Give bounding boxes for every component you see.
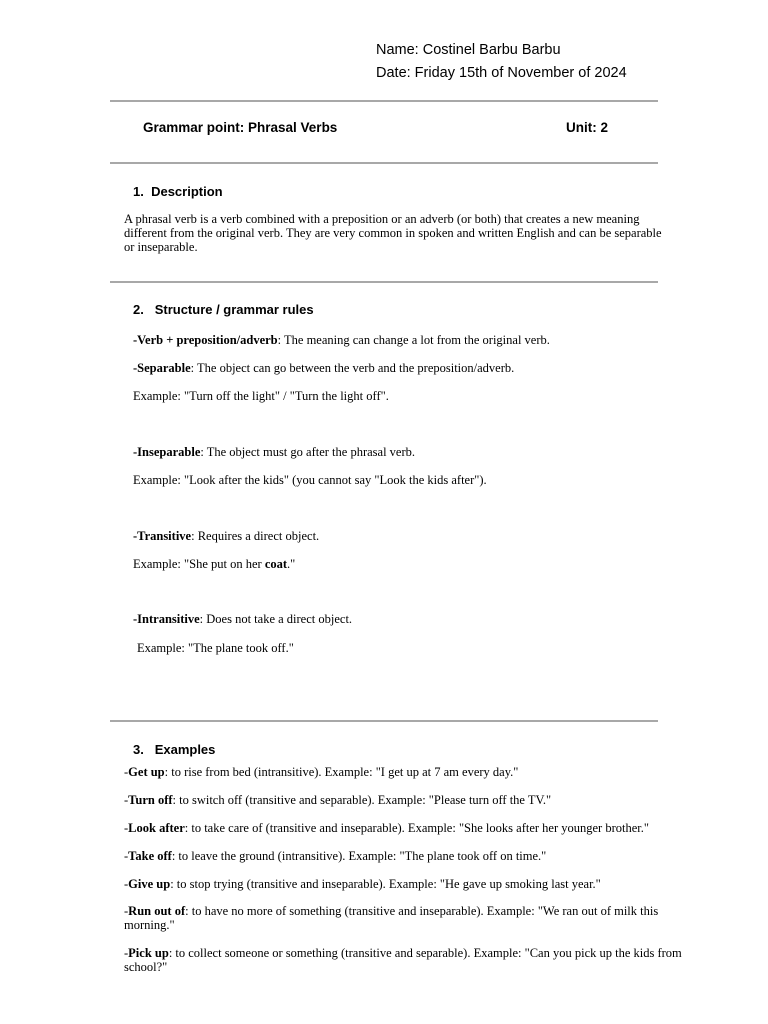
example-bold-word: coat [264, 557, 288, 571]
item-term: Take off [128, 849, 172, 863]
rule-text: : Does not take a direct object. [199, 612, 353, 626]
rule-term: -Intransitive [133, 612, 200, 626]
section-2-heading [133, 302, 314, 317]
section-1-heading [133, 184, 223, 199]
rule-text: : The object must go after the phrasal verb. [200, 445, 416, 459]
item-dash: - [124, 904, 129, 918]
item-term: Pick up [128, 946, 169, 960]
item-text: : to take care of (transitive and inseparable). Example: "She looks after her younger brother." [184, 821, 649, 835]
rule-transitive-example [133, 557, 295, 572]
divider-4 [110, 720, 658, 722]
student-name: Name: Costinel Barbu Barbu [376, 42, 561, 58]
rule-term: -Transitive [133, 529, 192, 543]
item-text: : to collect someone or something (transitive and separable). Example: "Can you pick up the kids from school?" [124, 946, 682, 974]
item-dash: - [124, 946, 129, 960]
section-2-title: Structure / grammar rules [154, 302, 314, 317]
example-item-turn-off [124, 793, 714, 807]
section-3-title: Examples [154, 742, 216, 757]
item-text: : to rise from bed (intransitive). Example: "I get up at 7 am every day." [164, 765, 519, 779]
rule-text: : Requires a direct object. [191, 529, 320, 543]
item-term: Get up [128, 765, 165, 779]
item-text: : to leave the ground (intransitive). Example: "The plane took off on time." [171, 849, 547, 863]
example-text: Example: "She put on her [133, 557, 265, 571]
rule-inseparable [133, 445, 415, 460]
rule-term: -Separable [133, 361, 191, 375]
section-3-heading [133, 742, 215, 757]
example-item-pick-up [124, 946, 714, 974]
rule-separable-example: Example: "Turn off the light" / "Turn the light off". [133, 389, 389, 403]
item-text: : to switch off (transitive and separable). Example: "Please turn off the TV." [172, 793, 552, 807]
item-term: Run out of [128, 904, 186, 918]
example-item-look-after [124, 821, 714, 835]
rule-text: : The meaning can change a lot from the original verb. [277, 333, 550, 347]
item-dash: - [124, 793, 129, 807]
example-item-run-out-of [124, 904, 704, 932]
rule-verb-preposition [133, 333, 550, 348]
section-3-number: 3. [133, 742, 144, 757]
rule-term: -Verb + preposition/adverb [133, 333, 278, 347]
rule-intransitive [133, 612, 352, 627]
item-dash: - [124, 877, 129, 891]
example-item-give-up [124, 877, 714, 891]
divider-2 [110, 162, 658, 164]
example-item-take-off [124, 849, 714, 863]
rule-inseparable-example: Example: "Look after the kids" (you cannot say "Look the kids after"). [133, 473, 487, 487]
grammar-point-title: Grammar point: Phrasal Verbs [143, 120, 338, 135]
divider-1 [110, 100, 658, 102]
item-term: Look after [128, 821, 185, 835]
description-text: A phrasal verb is a verb combined with a preposition or an adverb (or both) that creates a new meaning different from the original verb. They are very common in spoken and written English and can be separable or inseparable. [124, 212, 662, 254]
rule-text: : The object can go between the verb and the preposition/adverb. [190, 361, 515, 375]
example-text: ." [287, 557, 296, 571]
item-term: Give up [128, 877, 171, 891]
item-dash: - [124, 849, 129, 863]
section-1-title: Description [151, 184, 223, 199]
item-text: : to stop trying (transitive and inseparable). Example: "He gave up smoking last year." [170, 877, 601, 891]
divider-3 [110, 281, 658, 283]
rule-term: -Inseparable [133, 445, 201, 459]
section-1-number: 1. [133, 184, 144, 199]
example-item-get-up [124, 765, 714, 779]
section-2-number: 2. [133, 302, 144, 317]
rule-intransitive-example: Example: "The plane took off." [137, 641, 294, 655]
item-text: : to have no more of something (transitive and inseparable). Example: "We ran out of milk this morning." [124, 904, 659, 932]
date: Date: Friday 15th of November of 2024 [376, 65, 627, 81]
unit-label: Unit: 2 [566, 120, 608, 135]
item-dash: - [124, 821, 129, 835]
item-term: Turn off [128, 793, 173, 807]
rule-transitive [133, 529, 319, 544]
item-dash: - [124, 765, 129, 779]
rule-separable [133, 361, 514, 376]
